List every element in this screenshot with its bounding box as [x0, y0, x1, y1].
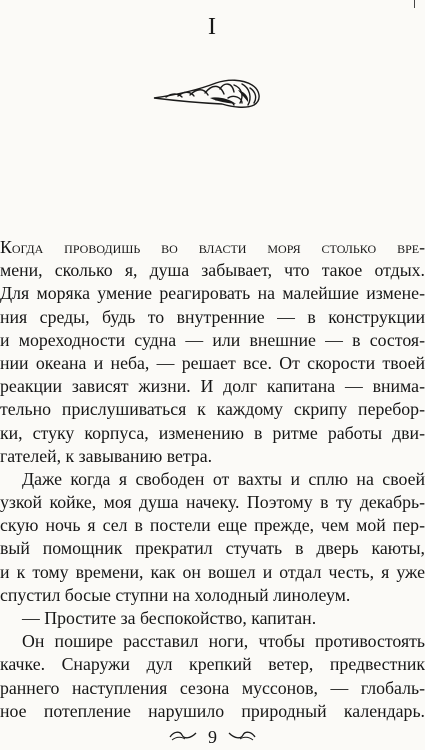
page-corner-mark	[414, 0, 415, 8]
paragraph-3	[0, 607, 425, 630]
text-line: ния среды, будь то внутренние — в конструкции	[0, 306, 425, 327]
chapter-body	[0, 236, 425, 723]
page-number: 9	[208, 727, 217, 747]
text-line: Даже когда я свободен от вахты и сплю на своей	[22, 468, 425, 489]
paragraph-1	[0, 236, 425, 468]
text-line: гателей, к завыванию ветра.	[0, 445, 213, 466]
text-line: и мореходности судна — или внешние — в состоя-	[0, 329, 425, 350]
text-line: — Простите за беспокойство, капитан.	[22, 608, 317, 628]
text-line: мени, сколько я, душа забывает, что такое отдых.	[0, 260, 425, 281]
text-line: спустил босые ступни на холодный линолеум.	[0, 584, 351, 605]
page-footer	[0, 727, 425, 748]
text-line: и к тому времени, как он вошел и отдал честь, я уже	[0, 561, 425, 582]
paragraph-4	[0, 630, 425, 723]
chapter-number: I	[208, 14, 217, 40]
text-line: скую ночь я сел в постели еще прежде, чем мой пер-	[0, 515, 425, 536]
text-line: ки, стуку корпуса, изменению в ритме работы дви-	[0, 422, 425, 443]
text-line: вый помощник прекратил стучать в дверь каюты,	[0, 538, 425, 559]
text-line: Он пошире расставил ноги, чтобы противостоять	[22, 631, 425, 652]
text-line: нии океана и неба, — решает все. От скорости твоей	[0, 352, 425, 373]
text-line: Для моряка умение реагировать на малейшие измене-	[0, 283, 425, 304]
text-line: узкой койке, моя душа начеку. Поэтому в ту декабрь-	[0, 492, 425, 513]
swirl-left-icon	[168, 728, 198, 747]
text-line: тельно прислушиваться к каждому скрипу перебор-	[0, 399, 425, 420]
text-line: раннего наступления сезона муссонов, — глобаль-	[0, 677, 425, 698]
swirl-right-icon	[227, 728, 257, 747]
text-line: ное потепление нарушило природный календарь.	[0, 700, 425, 721]
seashell-icon	[150, 76, 270, 117]
text-line: качке. Снаружи дул крепкий ветер, предвестник	[0, 654, 425, 675]
text-line: реакции зависят жизни. И долг капитана — внима-	[0, 376, 425, 397]
text-line: Когда проводишь во власти моря столько вре-	[0, 237, 425, 257]
paragraph-2	[0, 468, 425, 607]
